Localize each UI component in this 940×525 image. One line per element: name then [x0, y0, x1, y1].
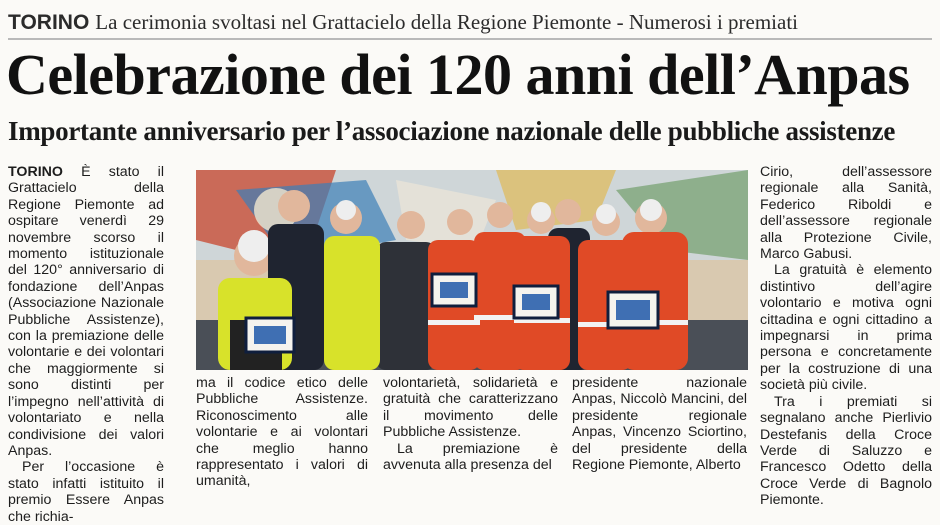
- paragraph: presidente nazionale Anpas, Niccolò Mancini, del presidente regionale Anpas, Vincenzo Sciortino, del presidente della Regione Piemonte, Alberto: [572, 375, 747, 474]
- subheadline: Importante anniversario per l’associazione nazionale delle pubbliche assistenze: [8, 116, 896, 146]
- article-column-2: [196, 375, 368, 490]
- kicker-rule: [8, 38, 932, 40]
- paragraph: Per l’occasione è stato infatti istituito il premio Essere Anpas che richia-: [8, 459, 164, 525]
- dateline: TORINO: [8, 164, 63, 180]
- kicker-city: TORINO: [8, 11, 90, 34]
- paragraph: [8, 164, 164, 459]
- paragraph: La premiazione è avvenuta alla presenza del: [383, 440, 558, 474]
- paragraph: Tra i premiati si segnalano anche Pierlivio Destefanis della Croce Verde di Saluzzo e Francesco Odetto della Croce Verde di Bagnolo Piemonte.: [760, 393, 932, 509]
- headline: Celebrazione dei 120 anni dell’Anpas: [6, 42, 910, 107]
- paragraph-text: È stato il Grattacielo della Regione Piemonte ad ospitare venerdì 29 novembre scorso il momento istituzionale del 120° anniversario di fondazione dell’Anpas (Associazione Nazionale Pubbliche Assistenze), con la premiazione delle volontarie e dei volontari che maggiormente si sono distinti per l’impegno nell’attività di volontariato e nella condivisione dei valori Anpas.: [8, 164, 164, 459]
- article-column-3: [383, 375, 558, 472]
- article-column-1: [8, 164, 164, 525]
- paragraph: La gratuità è elemento distintivo dell’agire volontario e motiva ogni cittadina e ogni cittadino a impegnarsi in prima persona e concretamente per la costruzione di una società più civile.: [760, 262, 932, 394]
- event-photo: [196, 170, 748, 370]
- article-column-5: [760, 164, 932, 509]
- kicker-text: La cerimonia svoltasi nel Grattacielo della Regione Piemonte - Numerosi i premiati: [95, 10, 798, 34]
- article-column-4: [572, 375, 747, 472]
- kicker: [8, 10, 932, 36]
- paragraph: ma il codice etico delle Pubbliche Assistenze. Riconoscimento alle volontarie e ai volontari che meglio hanno rappresentato i valori di umanità,: [196, 375, 368, 490]
- paragraph: volontarietà, solidarietà e gratuità che caratterizzano il movimento delle Pubbliche Assistenze.: [383, 375, 558, 441]
- paragraph: Cirio, dell’assessore regionale alla Sanità, Federico Riboldi e dell’assessore regionale alla Protezione Civile, Marco Gabusi.: [760, 164, 932, 263]
